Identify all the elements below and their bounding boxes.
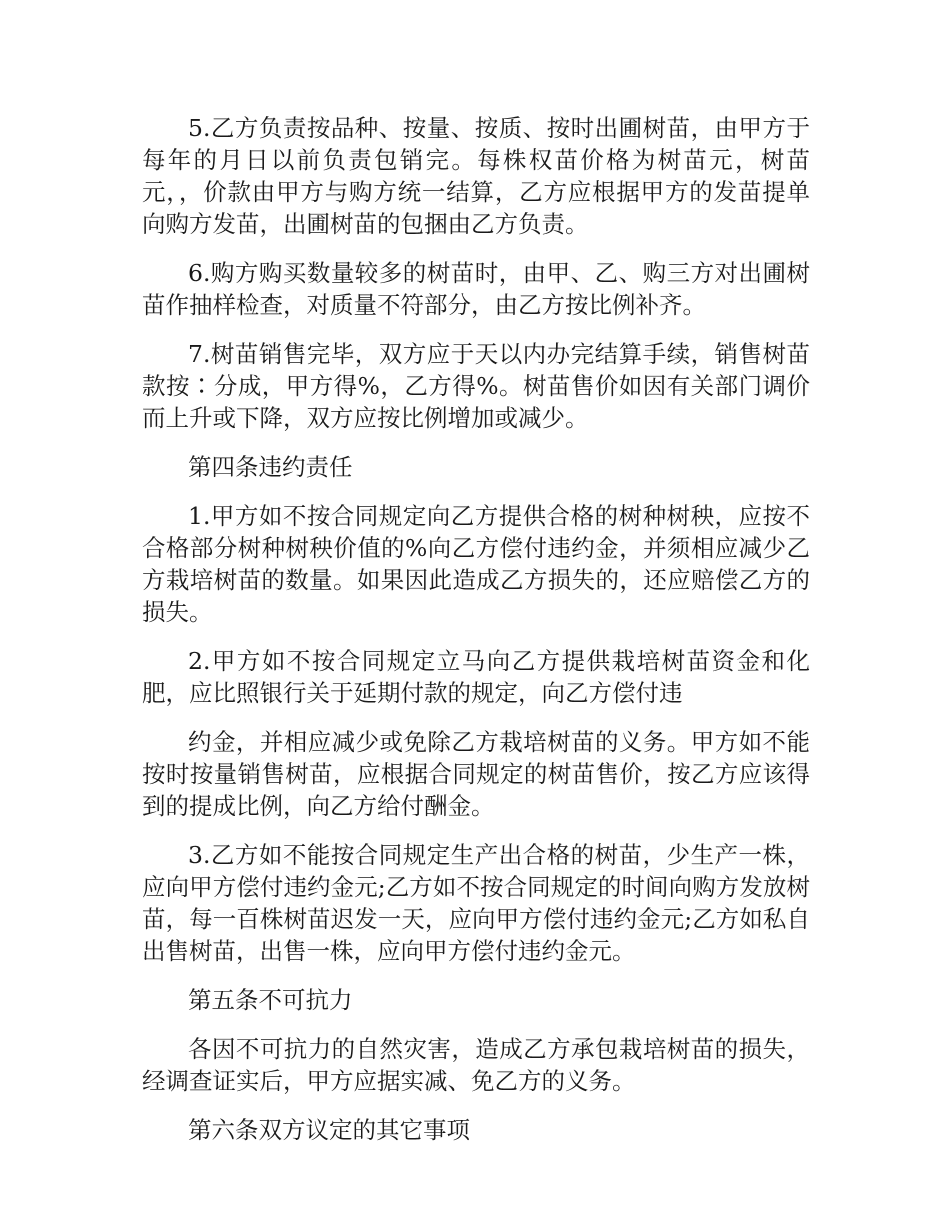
clause-3-item-6: 6.购方购买数量较多的树苗时，由甲、乙、购三方对出圃树苗作抽样检查，对质量不符部分，由乙方按比例补齐。 xyxy=(142,259,810,319)
clause-4-item-1: 1.甲方如不按合同规定向乙方提供合格的树种树秧，应按不合格部分树种树秧价值的%向乙方偿付违约金，并须相应减少乙方栽培树苗的数量。如果因此造成乙方损失的，还应赔偿乙方的损失。 xyxy=(142,502,810,626)
clause-4-heading: 第四条违约责任 xyxy=(188,453,353,481)
clause-3-item-7: 7.树苗销售完毕，双方应于天以内办完结算手续，销售树苗款按∶分成，甲方得%，乙方得%。树苗售价如因有关部门调价而上升或下降，双方应按比例增加或减少。 xyxy=(142,340,810,432)
clause-3-item-5: 5.乙方负责按品种、按量、按质、按时出圃树苗，由甲方于每年的月日以前负责包销完。每株权苗价格为树苗元，树苗元，，价款由甲方与购方统一结算，乙方应根据甲方的发苗提单向购方发苗，出圃树苗的包捆由乙方负责。 xyxy=(142,114,810,238)
clause-6-heading: 第六条双方议定的其它事项 xyxy=(188,1116,470,1144)
clause-4-item-2-continued: 约金，并相应减少或免除乙方栽培树苗的义务。甲方如不能按时按量销售树苗，应根据合同规定的树苗售价，按乙方应该得到的提成比例，向乙方给付酬金。 xyxy=(142,728,810,820)
clause-5-body: 各因不可抗力的自然灾害，造成乙方承包栽培树苗的损失，经调查证实后，甲方应据实减、免乙方的义务。 xyxy=(142,1035,810,1095)
document-page xyxy=(142,112,810,1163)
clause-5-heading: 第五条不可抗力 xyxy=(188,986,353,1014)
clause-4-item-2: 2.甲方如不按合同规定立马向乙方提供栽培树苗资金和化肥，应比照银行关于延期付款的规定，向乙方偿付违 xyxy=(142,647,810,707)
clause-4-item-3: 3.乙方如不能按合同规定生产出合格的树苗，少生产一株，应向甲方偿付违约金元;乙方如不按合同规定的时间向购方发放树苗，每一百株树苗迟发一天，应向甲方偿付违约金元;乙方如私自出售树苗，出售一株，应向甲方偿付违约金元。 xyxy=(142,841,810,965)
